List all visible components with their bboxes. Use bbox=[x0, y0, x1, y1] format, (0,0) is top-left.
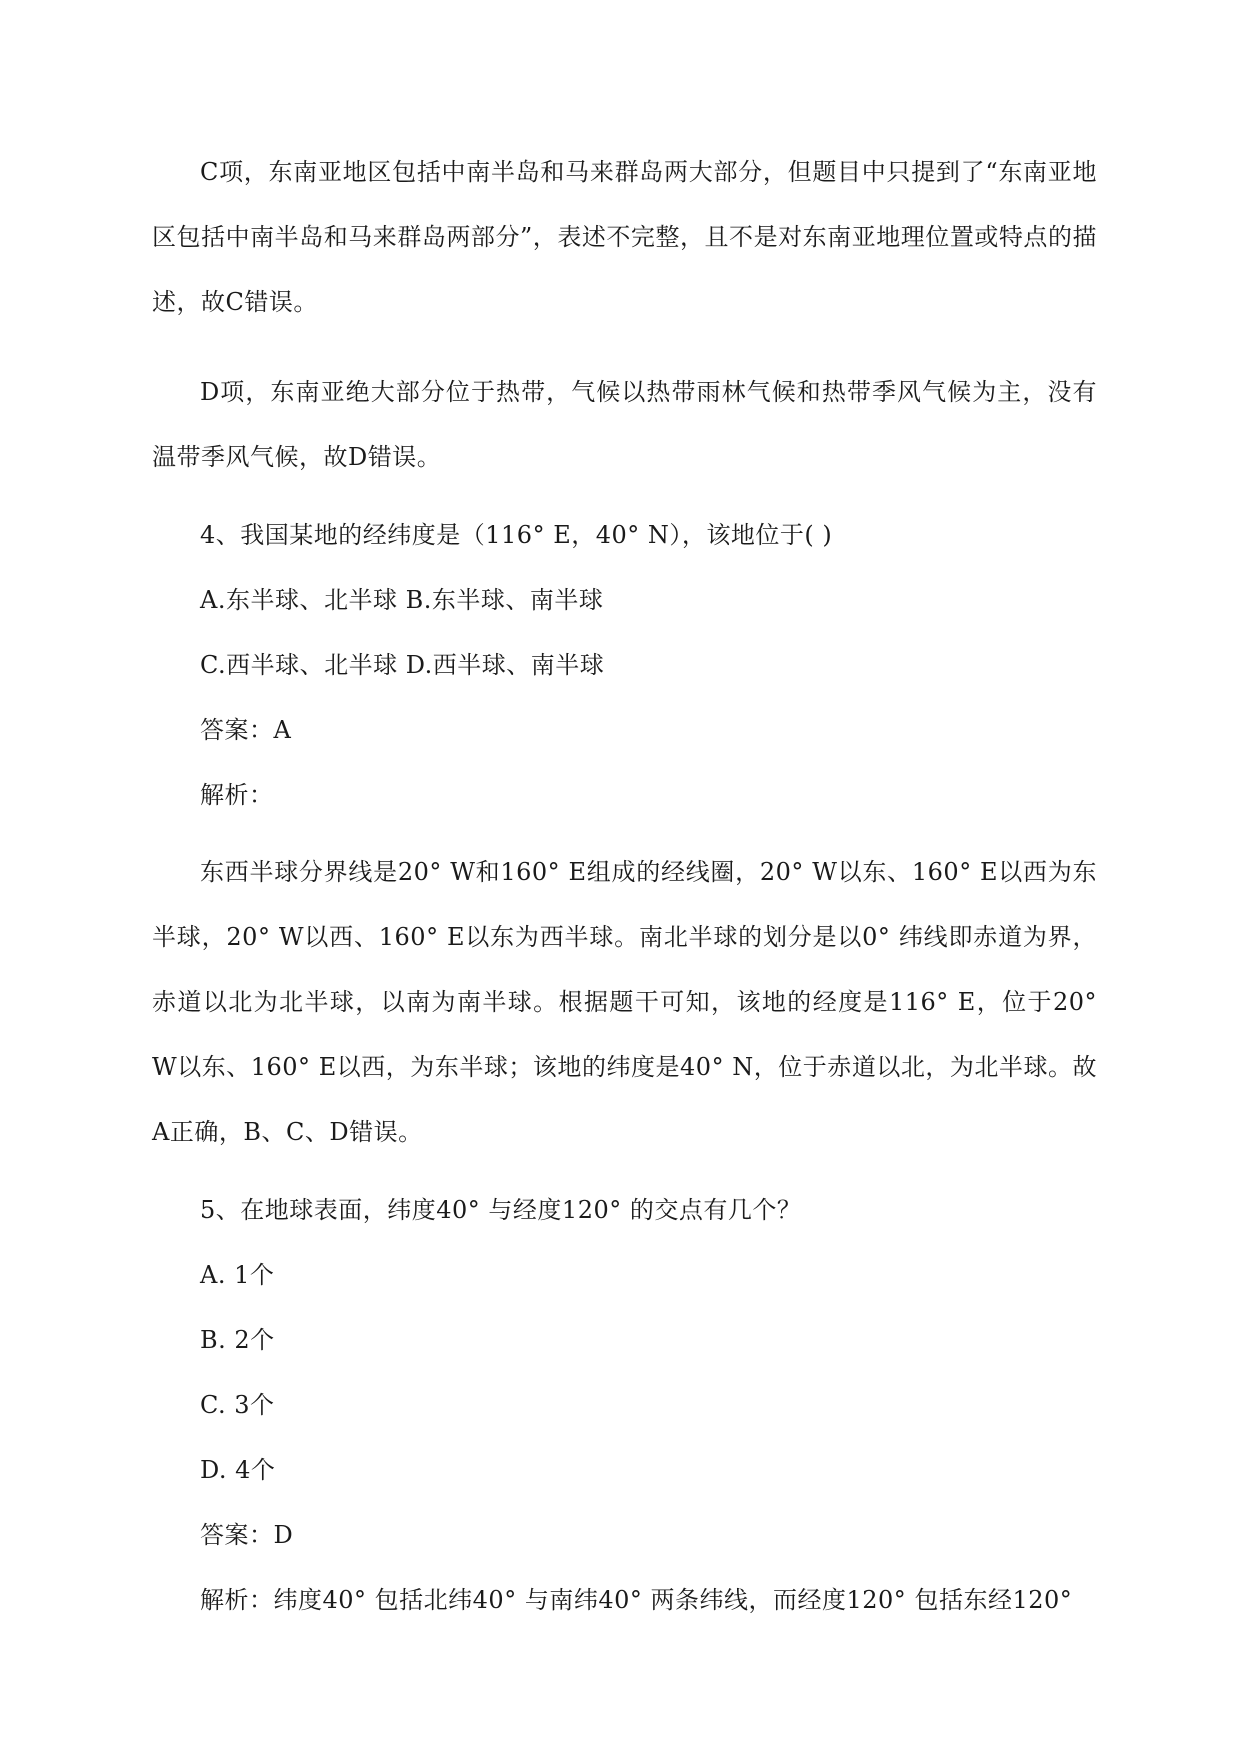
question-5-analysis: 解析：纬度40° 包括北纬40° 与南纬40° 两条纬线，而经度120° 包括东经120° bbox=[200, 1586, 1073, 1614]
question-5-option-a: A. 1个 bbox=[200, 1261, 275, 1289]
question-5-option-d: D. 4个 bbox=[200, 1456, 276, 1484]
question-4-options-ab: A.东半球、北半球 B.东半球、南半球 bbox=[200, 586, 604, 614]
question-4-analysis-label: 解析： bbox=[200, 781, 274, 809]
question-5-answer: 答案：D bbox=[200, 1521, 294, 1549]
question-4-answer: 答案：A bbox=[200, 716, 292, 744]
question-5-option-b: B. 2个 bbox=[200, 1326, 275, 1354]
option-c-analysis: C项，东南亚地区包括中南半岛和马来群岛两大部分，但题目中只提到了“东南亚地区包括中南半岛和马来群岛两部分”，表述不完整，且不是对东南亚地理位置或特点的描述，故C错误。 bbox=[152, 158, 1097, 316]
question-5: 5、在地球表面，纬度40° 与经度120° 的交点有几个？ bbox=[200, 1196, 802, 1224]
question-4-options-cd: C.西半球、北半球 D.西半球、南半球 bbox=[200, 651, 605, 679]
question-5-option-c: C. 3个 bbox=[200, 1391, 275, 1419]
option-d-analysis: D项，东南亚绝大部分位于热带，气候以热带雨林气候和热带季风气候为主，没有温带季风气候，故D错误。 bbox=[152, 378, 1097, 471]
question-4-analysis: 东西半球分界线是20° W和160° E组成的经线圈，20° W以东、160° E以西为东半球，20° W以西、160° E以东为西半球。南北半球的划分是以0° 纬线即赤道为界，赤道以北为北半球，以南为南半球。根据题干可知，该地的经度是116° E，位于20° W以东、160° E以西，为东半球；该地的纬度是40° N，位于赤道以北，为北半球。故A正确，B、C、D错误。 bbox=[152, 858, 1106, 1146]
question-4: 4、我国某地的经纬度是（116° E，40° N），该地位于( ) bbox=[200, 521, 833, 549]
document-content bbox=[152, 140, 1106, 1645]
